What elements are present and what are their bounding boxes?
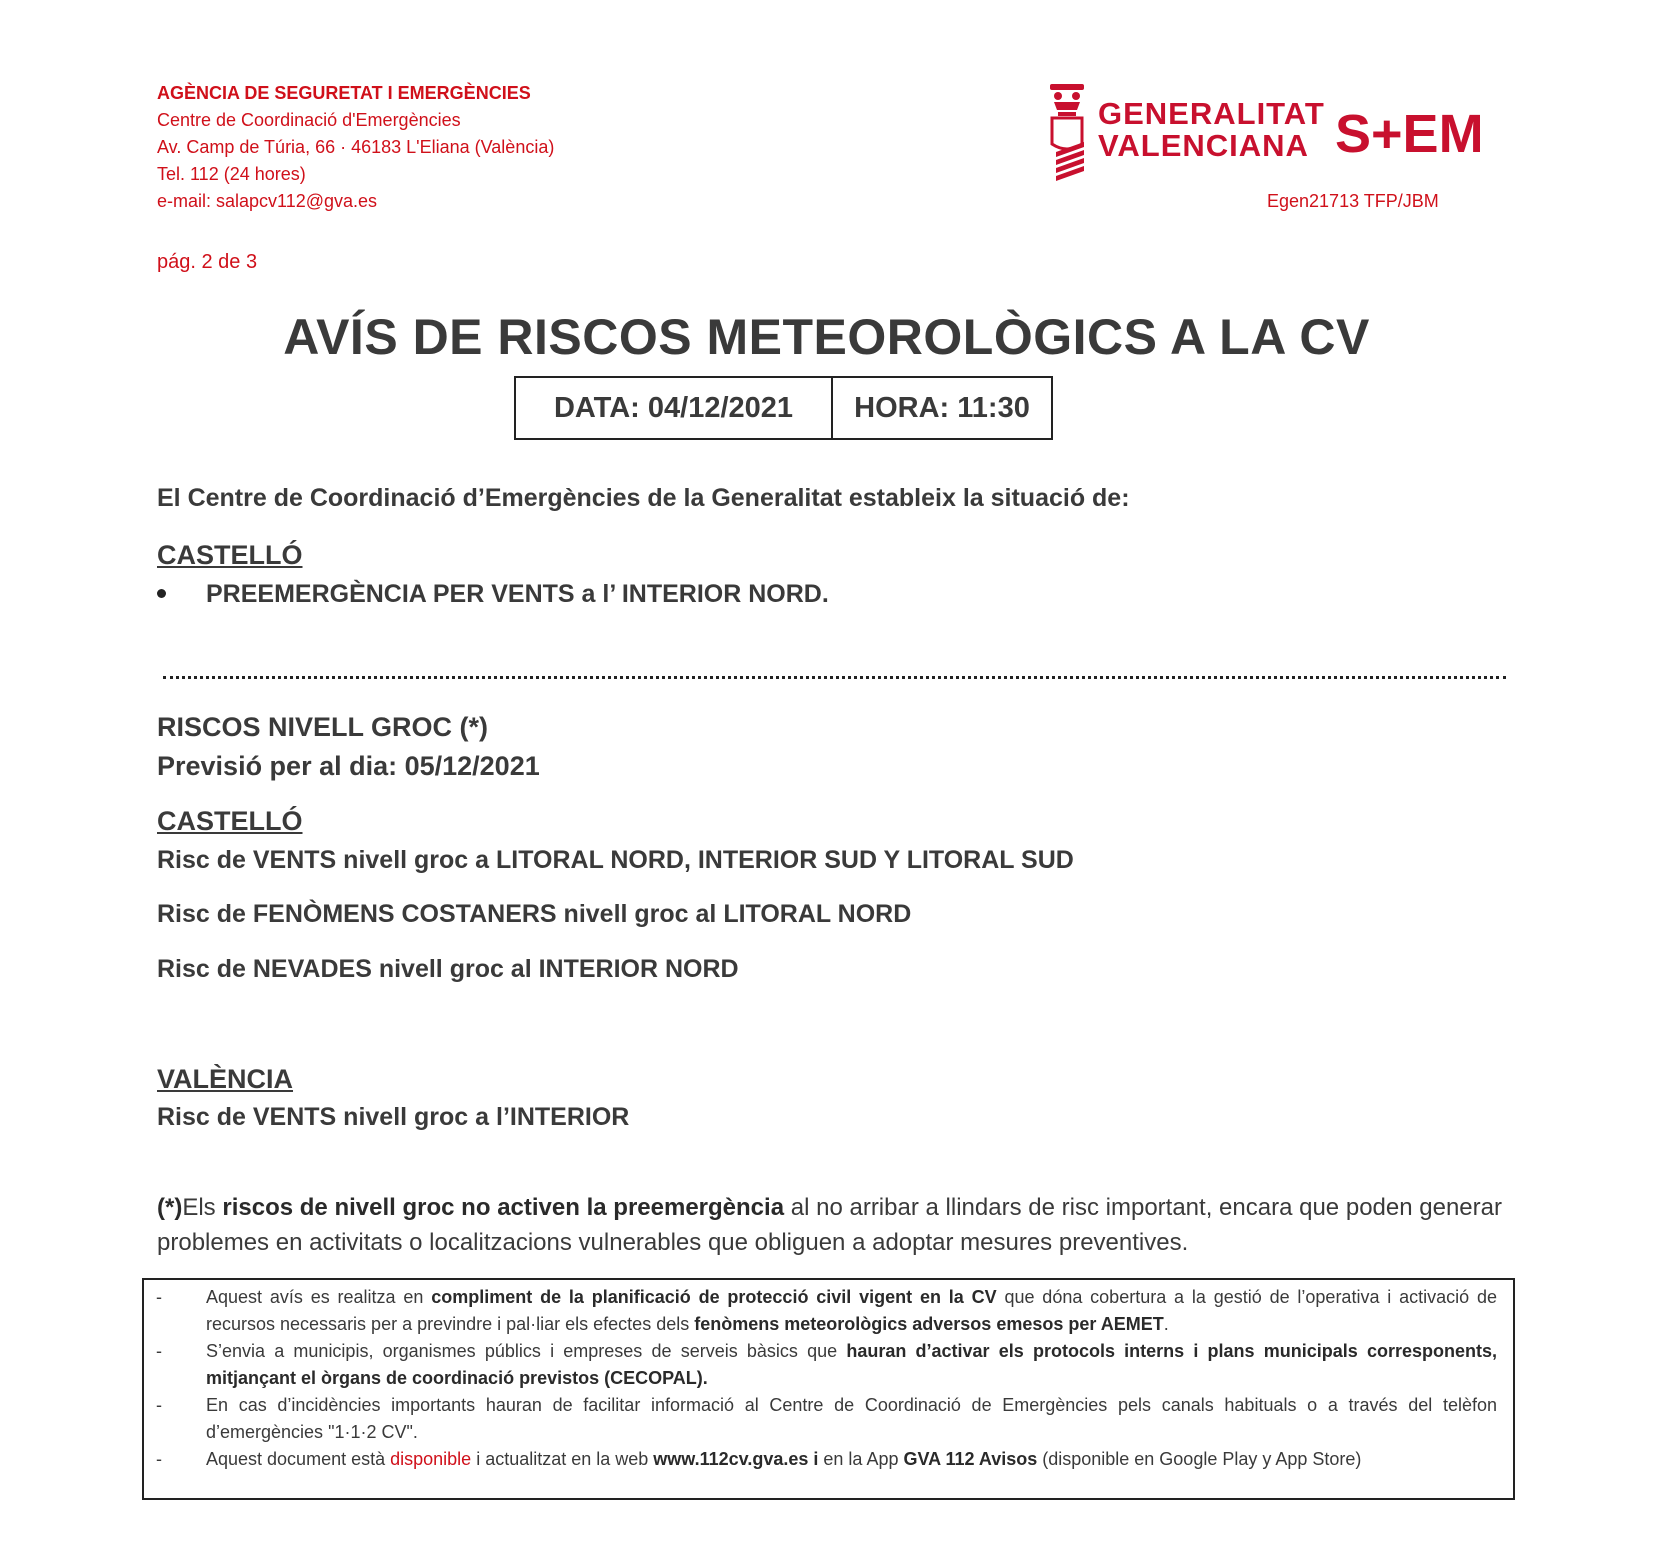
address: Av. Camp de Túria, 66 · 46183 L'Eliana (València)	[157, 137, 555, 157]
org-name: AGÈNCIA DE SEGURETAT I EMERGÈNCIES	[157, 83, 531, 103]
center-name: Centre de Coordinació d'Emergències	[157, 110, 461, 130]
intro-text: El Centre de Coordinació d’Emergències de la Generalitat estableix la situació de:	[157, 484, 1130, 512]
logo-line1: GENERALITAT	[1098, 96, 1325, 131]
page-title: AVÍS DE RISCOS METEOROLÒGICS A LA CV	[283, 309, 1370, 365]
time-label: HORA: 11:30	[854, 391, 1030, 424]
dash-marker: -	[156, 1287, 162, 1307]
logo-line2: VALENCIANA	[1098, 128, 1309, 163]
dash-marker: -	[156, 1341, 162, 1361]
bullet-dot-icon	[157, 589, 166, 598]
sem-logo: S+EM	[1335, 104, 1484, 164]
info-item	[156, 1392, 1497, 1446]
yellow-risk-title: RISCOS NIVELL GROC (*)	[157, 712, 489, 742]
date-label: DATA: 04/12/2021	[516, 378, 833, 438]
phone: Tel. 112 (24 hores)	[157, 164, 306, 184]
province-heading-castello-yellow: CASTELLÓ	[157, 806, 303, 836]
generalitat-wordmark	[1098, 98, 1325, 162]
info-item	[156, 1446, 1497, 1473]
province-heading-valencia: VALÈNCIA	[157, 1064, 294, 1094]
yellow-risk-note	[157, 1190, 1502, 1260]
dotted-divider	[163, 676, 1506, 679]
situation-text: PREEMERGÈNCIA PER VENTS a l’ INTERIOR NORD.	[206, 580, 829, 608]
info-item	[156, 1284, 1497, 1338]
available-word: disponible	[390, 1449, 472, 1469]
note-bold: riscos de nivell groc no activen la preemergència	[222, 1194, 785, 1221]
situation-bullet	[157, 580, 829, 609]
note-part: Els	[182, 1194, 223, 1221]
info-text: Aquest avís es realitza en compliment de la planificació de protecció civil vigent en la CV que dóna cobertura a la gestió de l’operativa i activació de recursos necessaris per a previndre i pal·liar els efectes dels fenòmens meteorològics adversos emesos per AEMET.	[206, 1287, 1497, 1334]
forecast-date: Previsió per al dia: 05/12/2021	[157, 751, 540, 781]
info-box	[142, 1278, 1515, 1500]
info-text: Aquest document està disponible i actualitzat en la web www.112cv.gva.es i en la App GVA 112 Avisos (disponible en Google Play y App Store)	[206, 1449, 1362, 1469]
risk-item: Risc de VENTS nivell groc a l’INTERIOR	[157, 1103, 630, 1131]
page-number: pág. 2 de 3	[157, 251, 258, 273]
risk-item: Risc de VENTS nivell groc a LITORAL NORD, INTERIOR SUD Y LITORAL SUD	[157, 846, 1074, 874]
date-time-box	[514, 376, 1053, 440]
org-contact-block	[157, 80, 554, 215]
info-text: S’envia a municipis, organismes públics i empreses de serveis bàsics que hauran d’activar els protocols interns i plans municipals corresponents, mitjançant el òrgans de coordinació previstos (CECOPAL).	[206, 1341, 1497, 1388]
email[interactable]: e-mail: salapcv112@gva.es	[157, 191, 378, 211]
reference-code: Egen21713 TFP/JBM	[1267, 191, 1439, 211]
website-link[interactable]: www.112cv.gva.es i	[653, 1449, 819, 1469]
app-name: GVA 112 Avisos	[903, 1449, 1038, 1469]
dash-marker: -	[156, 1395, 162, 1415]
note-part: al no arribar a llindars de risc important, encara que poden generar problemes en activitats o localitzacions vulnerables que obliguen a adoptar mesures preventives.	[157, 1194, 1502, 1256]
risk-item: Risc de NEVADES nivell groc al INTERIOR NORD	[157, 955, 739, 983]
province-heading-castello: CASTELLÓ	[157, 540, 303, 570]
dash-marker: -	[156, 1449, 162, 1469]
note-asterisk: (*)	[157, 1194, 183, 1221]
risk-item: Risc de FENÒMENS COSTANERS nivell groc al LITORAL NORD	[157, 900, 912, 928]
info-text: En cas d’incidències importants hauran de facilitar informació al Centre de Coordinació de Emergències pels canals habituals o a través del telèfon d’emergències "1·1·2 CV".	[206, 1395, 1497, 1442]
info-item	[156, 1338, 1497, 1392]
